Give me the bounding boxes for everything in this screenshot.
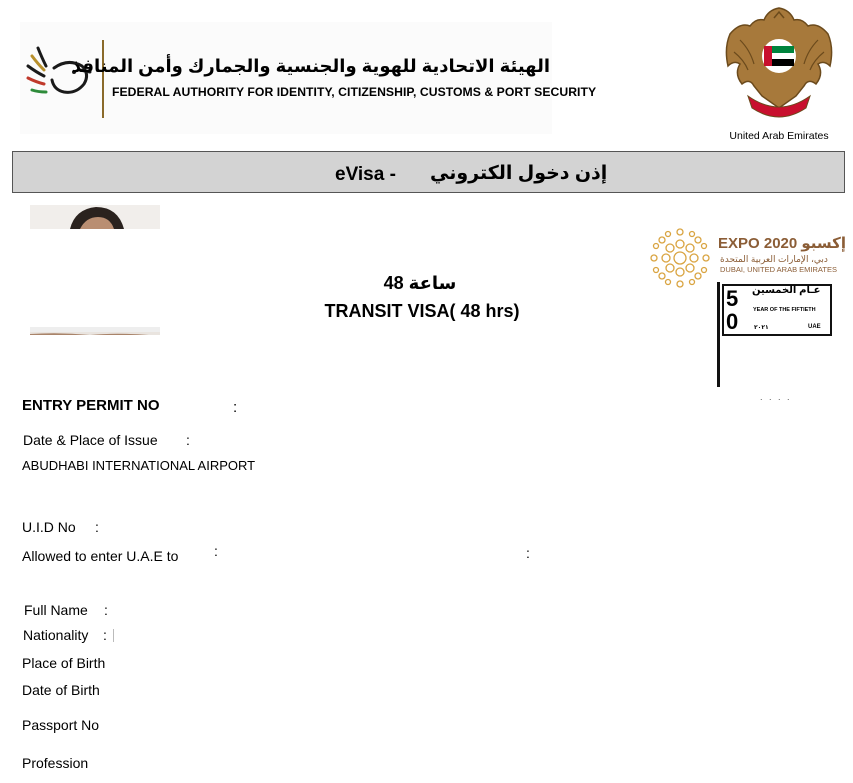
- entry-permit-label: ENTRY PERMIT NO: [22, 397, 160, 414]
- nationality-colon: :: [103, 627, 107, 643]
- expo-subtitle-ar: دبي، الإمارات العربية المتحدة: [720, 254, 828, 264]
- allowed-to-enter-label: Allowed to enter U.A.E to: [22, 548, 179, 564]
- expo-title: EXPO 2020 إكسبو: [718, 235, 847, 252]
- fiftieth-code-right: UAE: [808, 324, 821, 330]
- fiftieth-code-left: ٢٠٢١: [754, 325, 769, 331]
- visa-type-en: TRANSIT VISA( 48 hrs): [324, 301, 520, 321]
- issue-place-value: ABUDHABI INTERNATIONAL AIRPORT: [22, 458, 256, 473]
- authority-logo-panel: [20, 22, 552, 134]
- passport-no-label: Passport No: [22, 717, 100, 733]
- fiftieth-vertical-rule: [717, 282, 720, 387]
- entry-permit-colon: :: [233, 399, 238, 416]
- applicant-photo-top: [30, 205, 160, 229]
- place-of-birth-label: Place of Birth: [22, 655, 106, 671]
- date-place-issue-colon: :: [186, 432, 190, 448]
- uid-label: U.I.D No: [22, 519, 76, 535]
- allowed-colon-1: :: [214, 543, 218, 559]
- authority-name-en: FEDERAL AUTHORITY FOR IDENTITY, CITIZENSHIP, CUSTOMS & PORT SECURITY: [112, 85, 597, 99]
- fiftieth-digit-bottom: 0: [726, 309, 739, 334]
- date-place-issue-label: Date & Place of Issue: [23, 432, 158, 448]
- fiftieth-digit-top: 5: [726, 286, 739, 311]
- visa-type-ar: 48 ساعة: [383, 273, 457, 293]
- expo-subtitle-en: DUBAI, UNITED ARAB EMIRATES: [720, 265, 837, 274]
- full-name-colon: :: [104, 602, 108, 618]
- evisa-title-ar: إذن دخول الكتروني: [430, 163, 608, 184]
- nationality-cursor-mark: [113, 629, 114, 642]
- date-of-birth-label: Date of Birth: [22, 682, 100, 698]
- fiftieth-label-ar: عـام الخمسين: [752, 285, 821, 296]
- full-name-label: Full Name: [24, 602, 88, 618]
- evisa-title-en: eVisa -: [335, 164, 396, 185]
- allowed-colon-2: :: [526, 545, 530, 561]
- logo-divider: [102, 40, 104, 118]
- uid-colon: :: [95, 519, 99, 535]
- applicant-photo-bottom: [30, 327, 160, 335]
- expo-2020-sun-icon: [644, 222, 716, 294]
- faint-dots: . . . .: [760, 392, 792, 402]
- authority-name-ar: الهيئة الاتحادية للهوية والجنسية والجمارك وأمن المنافذ: [71, 56, 550, 76]
- nationality-label: Nationality: [23, 627, 89, 643]
- evisa-title-bar: [12, 151, 845, 193]
- uae-eagle-emblem-icon: [720, 4, 838, 128]
- fiftieth-label-en: YEAR OF THE FIFTIETH: [753, 307, 816, 313]
- profession-label: Profession: [22, 755, 89, 771]
- emblem-caption: United Arab Emirates: [729, 130, 829, 142]
